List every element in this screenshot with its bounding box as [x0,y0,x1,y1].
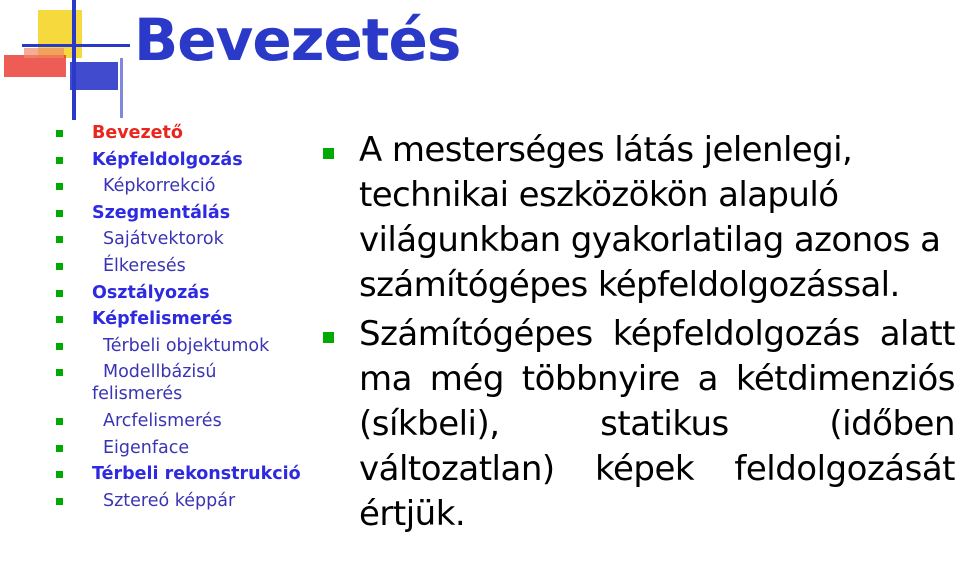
decorative-logo-icon [0,0,130,125]
nav-item-terbeli-objektumok[interactable]: Térbeli objektumok [56,335,306,357]
nav-item-kepfeldolgozas[interactable]: Képfeldolgozás [56,149,306,171]
sidebar-nav [56,122,306,516]
content-bullet: Számítógépes képfeldolgozás alatt ma még többnyire a kétdimenziós (síkbeli), statikus (időben változatlan) képek feldolgozását értjük. [323,312,955,537]
slide-content [323,128,955,537]
nav-item-osztalyozas[interactable]: Osztályozás [56,282,306,304]
nav-item-kepfelismeres[interactable]: Képfelismerés [56,308,306,330]
nav-item-eigenface[interactable]: Eigenface [56,437,306,459]
nav-item-kepkorrekcio[interactable]: Képkorrekció [56,175,306,197]
nav-item-modellbazisu-felismeres[interactable]: Modellbázisú felismerés [56,361,306,405]
nav-item-szegmentalas[interactable]: Szegmentálás [56,202,306,224]
nav-item-sajatvektorok[interactable]: Sajátvektorok [56,228,306,250]
content-bullet: A mesterséges látás jelenlegi, technikai eszközökön alapuló világunkban gyakorlatilag azonos a számítógépes képfeldolgozással. [323,128,955,308]
nav-item-bevezeto[interactable]: Bevezető [56,122,306,144]
nav-item-sztereo-keppar[interactable]: Sztereó képpár [56,490,306,512]
slide-title: Bevezetés [134,6,461,74]
nav-item-arcfelismeres[interactable]: Arcfelismerés [56,410,306,432]
nav-item-terbeli-rekonstrukcio[interactable]: Térbeli rekonstrukció [56,463,306,485]
nav-item-elkereses[interactable]: Élkeresés [56,255,306,277]
